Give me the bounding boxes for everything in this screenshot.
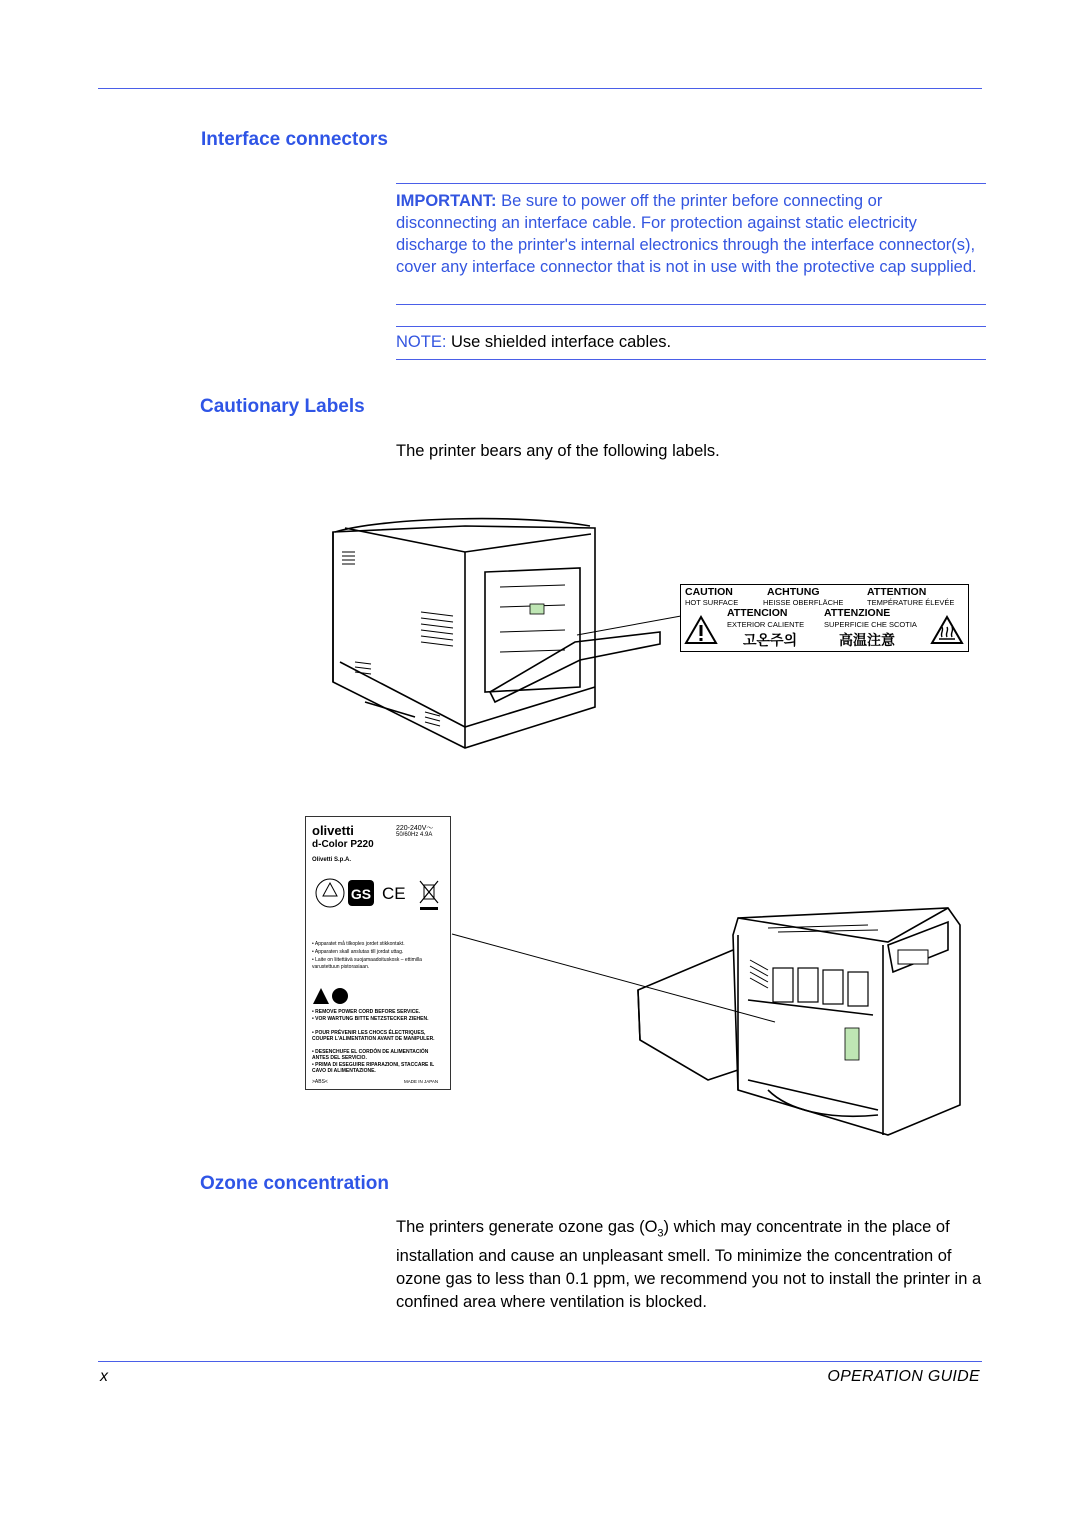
attenzione-text: ATTENZIONE	[824, 607, 891, 619]
rating-warn-5: • PRIMA DI ESEGUIRE RIPARAZIONI, STACCARE IL CAVO DI ALIMENTAZIONE.	[312, 1062, 435, 1074]
ozone-text-a: The printers generate ozone gas (O	[396, 1218, 658, 1236]
ozone-paragraph	[396, 1216, 986, 1314]
cautionary-intro: The printer bears any of the following labels.	[396, 442, 720, 460]
svg-text:GS: GS	[350, 886, 372, 902]
printer-front-illustration	[628, 880, 968, 1140]
footer-title: OPERATION GUIDE	[827, 1368, 980, 1385]
rating-warn-1: • REMOVE POWER CORD BEFORE SERVICE.	[312, 1009, 421, 1015]
hot-surface-icon	[930, 615, 964, 645]
ozone-subscript: 3	[657, 1227, 664, 1240]
rating-voltage: 220-240V～	[396, 825, 434, 832]
note-notice	[396, 333, 671, 352]
superficie-text: SUPERFICIE CHE SCOTIA	[824, 620, 917, 629]
note-bottom-rule	[396, 359, 986, 360]
rating-warn-4: • DESENCHUFE EL CORDÓN DE ALIMENTACIÓN ANTES DEL SERVICIO.	[312, 1049, 429, 1061]
rating-brand: olivetti	[312, 823, 354, 838]
rating-company: Olivetti S.p.A.	[312, 857, 352, 863]
hot-surface-text: HOT SURFACE	[685, 598, 739, 607]
heisse-text: HEISSE OBERFLÄCHE	[763, 598, 844, 607]
footer-rule	[98, 1361, 982, 1362]
rating-freq: 50/60Hz 4.9A	[396, 832, 433, 838]
rating-warn-2: • VOR WARTUNG BITTE NETZSTECKER ZIEHEN.	[312, 1016, 429, 1022]
important-notice	[396, 190, 986, 278]
rating-abs: >ABS<	[312, 1079, 328, 1085]
atencion-text: ATTENCION	[727, 607, 788, 619]
exterior-text: EXTERIOR CALIENTE	[727, 620, 805, 629]
heading-interface-connectors: Interface connectors	[201, 129, 388, 150]
heading-ozone-concentration: Ozone concentration	[200, 1173, 389, 1194]
note-label: NOTE:	[396, 333, 447, 351]
shock-warning-icon	[312, 987, 352, 1005]
ozone-text-b: ) which may concentrate in the place of installation and cause an unpleasant smell. To minimize the concentration of ozone gas to less than 0.1 ppm, we recommend you not to install the printer in a confined area where ventilation is blocked.	[396, 1218, 982, 1312]
rating-label	[305, 816, 451, 1090]
rating-made-in: MADE IN JAPAN	[404, 1079, 439, 1084]
rating-nordic-1: • Apparatet må tilkoples jordet stikkontakt.	[312, 941, 405, 947]
caution-text: CAUTION	[685, 586, 733, 598]
important-top-rule	[396, 183, 986, 184]
rating-nordic-2: • Apparaten skall anslutas till jordat uttag.	[312, 949, 404, 955]
caution-leader-line	[575, 610, 685, 640]
korean-text: 고온주의	[743, 632, 798, 648]
rating-nordic-3: • Laite on liitettävä suojamaadoituskosk – ettimilla varustettuun pistorasiaan.	[312, 957, 422, 970]
important-text: Be sure to power off the printer before connecting or disconnecting an interface cable. For protection against static electricity discharge to the printer's internal electronics through the interface connector(s), cover any interface connector that is not in use with the protective cap supplied.	[396, 192, 977, 276]
page-number: x	[100, 1368, 108, 1385]
heading-cautionary-labels: Cautionary Labels	[200, 396, 365, 417]
hot-surface-caution-label	[680, 584, 969, 652]
note-text: Use shielded interface cables.	[446, 333, 672, 351]
achtung-text: ACHTUNG	[767, 586, 820, 598]
attention-text: ATTENTION	[867, 586, 927, 598]
warning-triangle-icon	[684, 615, 718, 645]
note-top-rule	[396, 326, 986, 327]
japanese-text: 高温注意	[839, 632, 895, 648]
important-bottom-rule	[396, 304, 986, 305]
rating-model: d-Color P220	[312, 839, 374, 850]
svg-text:CE: CE	[382, 884, 406, 903]
rating-warn-3: • POUR PRÉVENIR LES CHOCS ÉLECTRIQUES, COUPER L'ALIMENTATION AVANT DE MANIPULER.	[312, 1030, 435, 1042]
temperature-text: TEMPÉRATURE ÉLEVÉE	[867, 598, 955, 607]
certification-marks-icon	[310, 871, 446, 915]
header-rule	[98, 88, 982, 89]
important-label: IMPORTANT:	[396, 192, 497, 210]
